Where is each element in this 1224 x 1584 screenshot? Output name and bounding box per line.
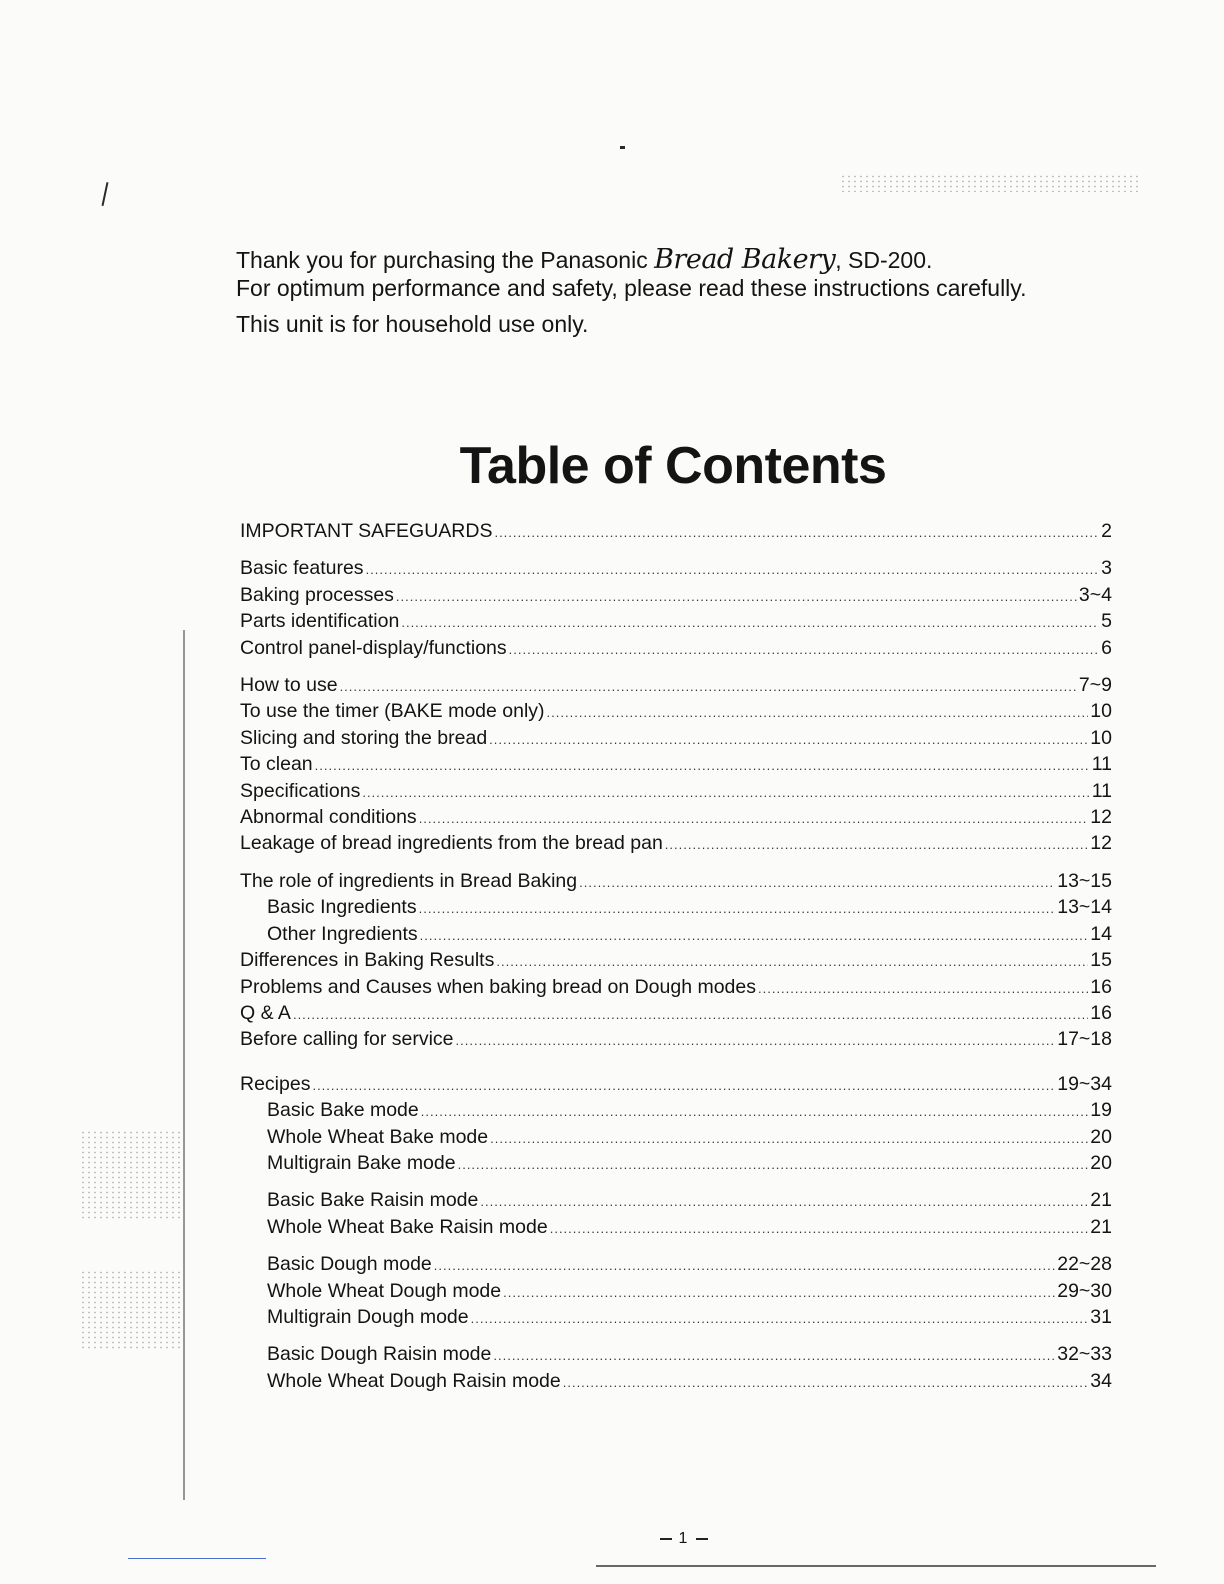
intro-line-1-post: , SD-200.: [835, 247, 933, 273]
toc-title: Table of Contents: [459, 437, 887, 495]
toc-entry-page: 15: [1090, 949, 1112, 972]
toc-entry-label: Multigrain Bake mode: [267, 1151, 456, 1174]
scan-artifact: [80, 1130, 180, 1220]
toc-leader-dots: [421, 1100, 1089, 1124]
intro-line-1: [236, 246, 1136, 274]
toc-entry-page: 5: [1101, 610, 1112, 633]
toc-group: [240, 519, 1112, 545]
toc-entry-label: To use the timer (BAKE mode only): [240, 700, 545, 723]
toc-entry-page: 19~34: [1057, 1072, 1112, 1095]
toc-entry-label: Leakage of bread ingredients from the bread pan: [240, 832, 663, 855]
toc-entry-page: 3: [1101, 557, 1112, 580]
toc-entry: [240, 1279, 1112, 1305]
scan-artifact: [840, 174, 1140, 192]
scan-artifact: [128, 1558, 266, 1559]
toc-leader-dots: [471, 1307, 1089, 1331]
toc-entry-label: Differences in Baking Results: [240, 949, 495, 972]
intro-line-3: This unit is for household use only.: [236, 311, 589, 337]
toc-leader-dots: [758, 977, 1088, 1001]
page-number-dash: [660, 1538, 672, 1540]
toc-entry-label: Basic Bake mode: [267, 1099, 419, 1122]
toc-leader-dots: [665, 833, 1089, 857]
toc-entry-label: Basic Dough Raisin mode: [267, 1343, 492, 1366]
toc-group: [240, 1072, 1112, 1178]
toc-leader-dots: [494, 521, 1099, 545]
toc-entry-label: Basic features: [240, 557, 364, 580]
toc-entry-label: Control panel-display/functions: [240, 636, 507, 659]
toc-entry: [240, 519, 1112, 545]
toc-leader-dots: [293, 1003, 1088, 1027]
toc-entry: [240, 1098, 1112, 1124]
toc-entry: [240, 1369, 1112, 1395]
toc-group: [240, 1252, 1112, 1331]
toc-entry-page: 10: [1090, 726, 1112, 749]
toc-entry: [240, 726, 1112, 752]
page-number: [660, 1530, 708, 1548]
scan-artifact: [596, 1565, 1156, 1567]
toc-entry: [240, 869, 1112, 895]
toc-entry-page: 12: [1090, 832, 1112, 855]
toc-entry-label: Recipes: [240, 1072, 311, 1095]
toc-leader-dots: [312, 1074, 1055, 1098]
toc-entry: [240, 1151, 1112, 1177]
toc-entry-page: 32~33: [1057, 1343, 1112, 1366]
toc-leader-dots: [503, 1281, 1055, 1305]
toc-leader-dots: [420, 924, 1089, 948]
toc-entry-page: 14: [1090, 922, 1112, 945]
intro-text: [236, 246, 1136, 338]
toc-entry: [240, 583, 1112, 609]
toc-entry-label: Abnormal conditions: [240, 806, 417, 829]
toc-leader-dots: [550, 1217, 1089, 1241]
toc-leader-dots: [579, 871, 1055, 895]
toc-entry-page: 13~15: [1057, 869, 1112, 892]
toc-entry-page: 3~4: [1078, 583, 1112, 606]
toc-entry-page: 11: [1091, 779, 1112, 802]
toc-entry-page: 17~18: [1057, 1028, 1112, 1051]
toc-leader-dots: [315, 754, 1090, 778]
toc-entry: [240, 1072, 1112, 1098]
toc-entry-label: Basic Dough mode: [267, 1253, 432, 1276]
toc-entry: [240, 948, 1112, 974]
intro-line-2: For optimum performance and safety, please read these instructions carefully.: [236, 275, 1027, 301]
toc-entry: [240, 1125, 1112, 1151]
toc-leader-dots: [563, 1371, 1089, 1395]
intro-line-1-pre: Thank you for purchasing the Panasonic: [236, 247, 648, 273]
toc-entry-page: 21: [1090, 1215, 1112, 1238]
toc-entry-label: Other Ingredients: [267, 922, 418, 945]
toc-leader-dots: [340, 675, 1077, 699]
toc-entry-page: 19: [1090, 1099, 1112, 1122]
scan-artifact: [80, 1270, 180, 1350]
toc-entry: [240, 636, 1112, 662]
toc-entry-page: 2: [1101, 520, 1112, 542]
toc-entry-label: Basic Ingredients: [267, 896, 417, 919]
toc-leader-dots: [456, 1029, 1056, 1053]
toc-leader-dots: [396, 585, 1077, 609]
toc-entry-page: 11: [1091, 753, 1112, 776]
toc-entry-label: Whole Wheat Bake mode: [267, 1125, 489, 1148]
toc-leader-dots: [419, 897, 1056, 921]
toc-entry-page: 22~28: [1057, 1253, 1112, 1276]
toc-entry-page: 7~9: [1078, 674, 1112, 697]
toc-entry: [240, 752, 1112, 778]
scan-artifact: [620, 146, 625, 149]
toc-entry-label: Specifications: [240, 779, 361, 802]
toc-entry-label: Slicing and storing the bread: [240, 726, 488, 749]
toc-entry: [240, 779, 1112, 805]
toc-leader-dots: [490, 1127, 1088, 1151]
toc-entry-page: 31: [1090, 1305, 1112, 1328]
toc-leader-dots: [547, 701, 1089, 725]
toc-leader-dots: [458, 1153, 1089, 1177]
toc-entry-page: 29~30: [1057, 1279, 1112, 1302]
toc-leader-dots: [434, 1254, 1055, 1278]
toc-leader-dots: [366, 558, 1100, 582]
toc-entry: [240, 1252, 1112, 1278]
toc-entry-label: Before calling for service: [240, 1028, 454, 1051]
toc-leader-dots: [480, 1190, 1088, 1214]
toc-leader-dots: [419, 807, 1089, 831]
brand-name: Bread Bakery: [654, 244, 836, 275]
toc-entry: [240, 1215, 1112, 1241]
toc-entry-label: How to use: [240, 674, 338, 697]
toc-entry-page: 34: [1090, 1369, 1112, 1392]
toc-entry-label: Basic Bake Raisin mode: [267, 1189, 479, 1212]
toc-entry-page: 20: [1090, 1125, 1112, 1148]
toc-entry-page: 6: [1101, 636, 1112, 659]
toc-entry: [240, 699, 1112, 725]
toc-group: [240, 556, 1112, 662]
toc-group: [240, 1188, 1112, 1241]
scan-artifact: [102, 182, 108, 206]
toc-leader-dots: [489, 728, 1088, 752]
toc-entry-label: IMPORTANT SAFEGUARDS: [240, 520, 493, 542]
toc-leader-dots: [401, 611, 1099, 635]
toc-entry: [240, 1001, 1112, 1027]
toc-entry: [240, 975, 1112, 1001]
toc-entry: [240, 805, 1112, 831]
toc-entry: [240, 556, 1112, 582]
toc-group: [240, 869, 1112, 1054]
toc-entry-label: Q & A: [240, 1001, 291, 1024]
toc-entry-page: 12: [1090, 806, 1112, 829]
toc-entry-label: Problems and Causes when baking bread on Dough modes: [240, 975, 756, 998]
toc-group: [240, 673, 1112, 858]
scan-artifact: [183, 630, 185, 1500]
toc-entry-page: 13~14: [1057, 896, 1112, 919]
toc-entry: [240, 1305, 1112, 1331]
toc-entry: [240, 831, 1112, 857]
toc-list: [240, 519, 1112, 1406]
toc-leader-dots: [496, 950, 1088, 974]
toc-group: [240, 1342, 1112, 1395]
toc-entry-page: 20: [1090, 1151, 1112, 1174]
toc-entry-page: 16: [1090, 1001, 1112, 1024]
toc-entry: [240, 922, 1112, 948]
toc-entry-label: Baking processes: [240, 583, 394, 606]
toc-entry-label: To clean: [240, 753, 313, 776]
toc-entry-page: 10: [1090, 700, 1112, 723]
page-number-dash: [696, 1538, 708, 1540]
toc-leader-dots: [493, 1344, 1055, 1368]
toc-entry-label: Whole Wheat Dough Raisin mode: [267, 1369, 561, 1392]
page-number-value: 1: [678, 1530, 690, 1547]
toc-entry-label: Multigrain Dough mode: [267, 1305, 469, 1328]
toc-entry: [240, 895, 1112, 921]
toc-leader-dots: [509, 638, 1099, 662]
toc-entry-page: 16: [1090, 975, 1112, 998]
toc-entry: [240, 609, 1112, 635]
toc-entry: [240, 1027, 1112, 1053]
toc-entry: [240, 1342, 1112, 1368]
toc-entry-label: Parts identification: [240, 610, 400, 633]
toc-entry-label: Whole Wheat Dough mode: [267, 1279, 502, 1302]
toc-entry: [240, 1188, 1112, 1214]
toc-entry-page: 21: [1090, 1189, 1112, 1212]
toc-entry-label: The role of ingredients in Bread Baking: [240, 869, 578, 892]
toc-leader-dots: [362, 781, 1089, 805]
toc-entry-label: Whole Wheat Bake Raisin mode: [267, 1215, 548, 1238]
toc-entry: [240, 673, 1112, 699]
